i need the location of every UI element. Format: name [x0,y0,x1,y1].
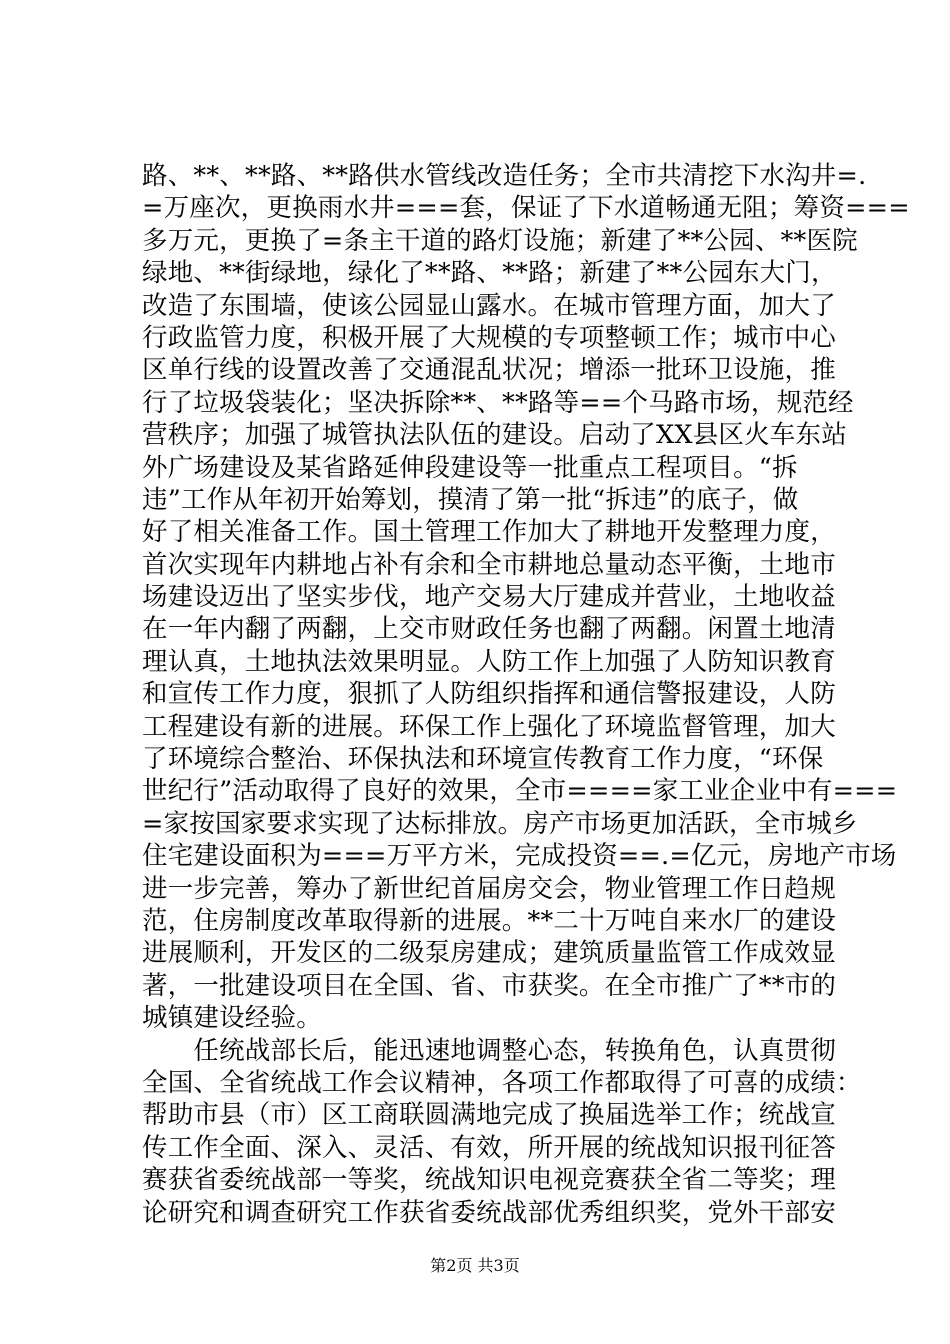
text-line: 改造了东围墙，使该公园显山露水。在城市管理方面，加大了 [142,290,836,321]
text-line: 多万元，更换了=条主干道的路灯设施；新建了**公园、**医院 [142,225,858,256]
text-line: 任统战部长后，能迅速地调整心态，转换角色，认真贯彻 [142,1035,836,1066]
text-line: 传工作全面、深入、灵活、有效，所开展的统战知识报刊征答 [142,1132,836,1163]
text-line: 违”工作从年初开始筹划，摸清了第一批“拆违”的底子，做 [142,484,799,515]
text-line: 区单行线的设置改善了交通混乱状况；增添一批环卫设施，推 [142,355,836,386]
text-line: 著，一批建设项目在全国、省、市获奖。在全市推广了**市的 [142,970,837,1001]
text-line: 帮助市县（市）区工商联圆满地完成了换届选举工作；统战宣 [142,1100,836,1131]
document-body [142,160,910,1229]
text-line: 好了相关准备工作。国土管理工作加大了耕地开发整理力度， [142,517,836,548]
text-line: 范，住房制度改革取得新的进展。**二十万吨自来水厂的建设 [142,905,837,936]
text-line: 赛获省委统战部一等奖，统战知识电视竞赛获全省二等奖；理 [142,1165,836,1196]
text-line: 全国、全省统战工作会议精神，各项工作都取得了可喜的成绩： [142,1067,862,1098]
text-line: 路、**、**路、**路供水管线改造任务；全市共清挖下水沟井=. [142,161,867,191]
text-line: 理认真，土地执法效果明显。人防工作上加强了人防知识教育 [142,646,836,677]
page-number-footer: 第2页 共3页 [430,1256,520,1275]
text-line: 行了垃圾袋装化；坚决拆除**、**路等==个马路市场，规范经 [142,387,854,418]
text-line: 了环境综合整治、环保执法和环境宣传教育工作力度，“环保 [142,744,824,775]
text-line: 工程建设有新的进展。环保工作上强化了环境监督管理，加大 [142,711,836,742]
text-line: 进展顺利，开发区的二级泵房建成；建筑质量监管工作成效显 [142,938,836,969]
text-line: 住宅建设面积为===万平方米，完成投资==.=亿元，房地产市场 [142,841,897,872]
text-line: 和宣传工作力度，狠抓了人防组织指挥和通信警报建设，人防 [142,679,836,710]
text-line: 外广场建设及某省路延伸段建设等一批重点工程项目。“拆 [142,452,798,483]
text-line: 论研究和调查研究工作获省委统战部优秀组织奖，党外干部安 [142,1197,836,1228]
text-line: 绿地、**街绿地，绿化了**路、**路；新建了**公园东大门， [142,258,837,289]
text-line: 首次实现年内耕地占补有余和全市耕地总量动态平衡，土地市 [142,549,836,580]
text-line: 世纪行”活动取得了良好的效果，全市====家工业企业中有=== [142,776,898,807]
text-line: =万座次，更换雨水井===套，保证了下水道畅通无阻；筹资=== [142,193,910,224]
text-line: 场建设迈出了坚实步伐，地产交易大厅建成并营业，土地收益 [142,582,836,613]
text-line: 城镇建设经验。 [142,1003,322,1034]
text-line: 进一步完善，筹办了新世纪首届房交会，物业管理工作日趋规 [142,873,836,904]
text-line: 营秩序；加强了城管执法队伍的建设。启动了XX县区火车东站 [142,420,847,451]
text-line: =家按国家要求实现了达标排放。房产市场更加活跃，全市城乡 [142,808,858,839]
text-line: 在一年内翻了两翻，上交市财政任务也翻了两翻。闲置土地清 [142,614,836,645]
text-line: 行政监管力度，积极开展了大规模的专项整顿工作；城市中心 [142,322,836,353]
